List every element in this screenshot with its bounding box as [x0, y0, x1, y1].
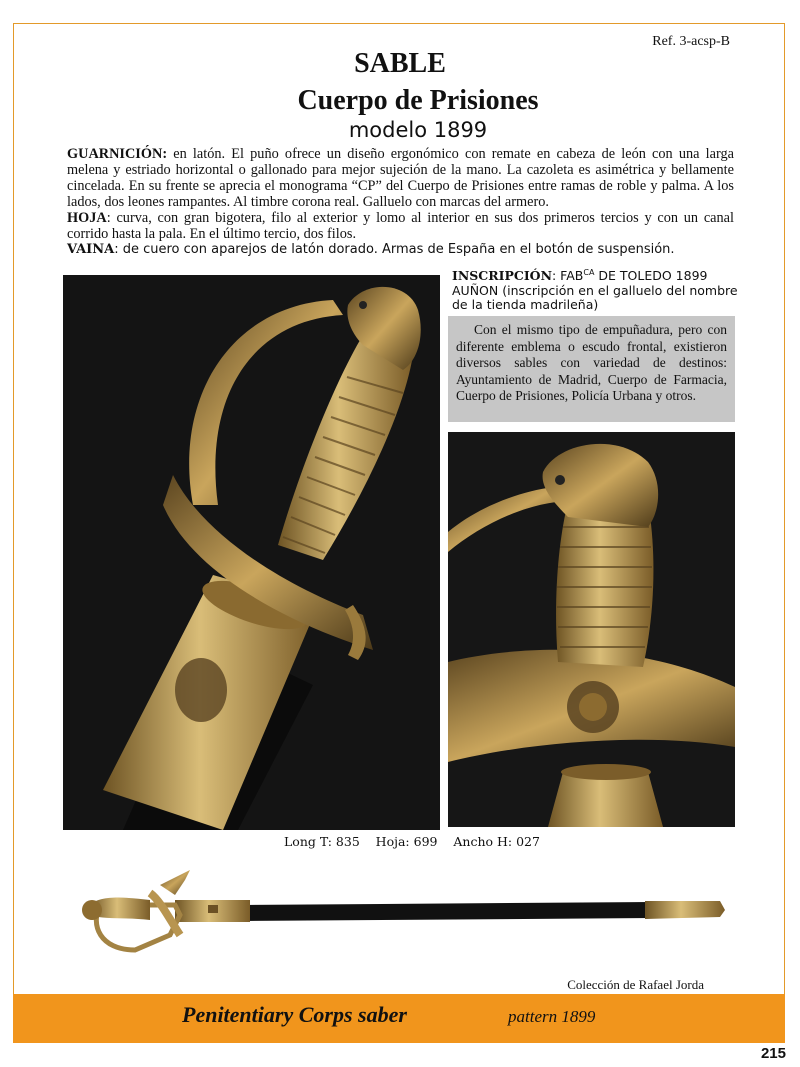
inscription-superscript: CA	[583, 268, 595, 277]
inscription-text-a: : FAB	[552, 268, 584, 284]
dimensions-caption: Long T: 835 Hoja: 699 Ancho H: 027	[284, 834, 540, 849]
hoja-paragraph	[67, 210, 734, 242]
hoja-label: HOJA	[67, 210, 107, 226]
hilt-illustration-left	[63, 275, 440, 830]
hoja-text: : curva, con gran bigotera, filo al exterior y lomo al interior en sus dos primeros tercios y con un canal corrido hasta la pala. En el último tercio, dos filos.	[67, 210, 734, 242]
inscription-line2: AUÑON (inscripción en el galluelo del nombre de la tienda madrileña)	[452, 282, 738, 313]
reference-code: Ref. 3-acsp-B	[652, 34, 730, 49]
vaina-text: : de cuero con aparejos de latón dorado. Armas de España en el botón de suspensión.	[114, 242, 675, 257]
hilt-photo-left	[63, 275, 440, 830]
inscription-block	[452, 266, 742, 313]
inscription-text-b: DE TOLEDO 1899	[594, 268, 708, 284]
full-sword-photo	[80, 865, 725, 960]
title-main: SABLE	[354, 48, 446, 79]
note-box: Con el mismo tipo de empuñadura, pero con diferente emblema o escudo frontal, existieron diversos sables con variedad de destinos: Ayuntamiento de Madrid, Cuerpo de Farmacia, Cuerpo de Prisiones, Policía Urbana y otros.	[448, 316, 735, 422]
hilt-photo-right	[448, 432, 735, 827]
guarnicion-paragraph	[67, 146, 734, 210]
collection-credit: Colección de Rafael Jorda	[567, 977, 704, 992]
inscription-line1	[452, 266, 742, 284]
title-corps: Cuerpo de Prisiones	[297, 85, 539, 116]
vaina-paragraph	[67, 242, 734, 258]
inscription-label: INSCRIPCIÓN	[452, 268, 552, 284]
guarnicion-label: GUARNICIÓN:	[67, 146, 168, 162]
hilt-illustration-right	[448, 432, 735, 827]
vaina-label: VAINA	[67, 242, 115, 257]
page-number: 215	[760, 1045, 786, 1062]
full-sword-illustration	[80, 865, 725, 960]
banner-title: Penitentiary Corps saber	[182, 1002, 407, 1027]
description-text	[67, 146, 734, 258]
banner-subtitle: pattern 1899	[508, 1007, 596, 1026]
title-model: modelo 1899	[348, 118, 488, 142]
guarnicion-text: en latón. El puño ofrece un diseño ergonómico con remate en cabeza de león con una larga melena y estriado horizontal o gallonado para mejor sujeción de la mano. La cazoleta es asimétrica y bellamente cincelada. En su frente se aprecia el monograma “CP” del Cuerpo de Prisiones entre ramas de roble y palma. A los lados, dos leones rampantes. Al timbre corona real. Galluelo con marcas del armero.	[67, 146, 734, 210]
